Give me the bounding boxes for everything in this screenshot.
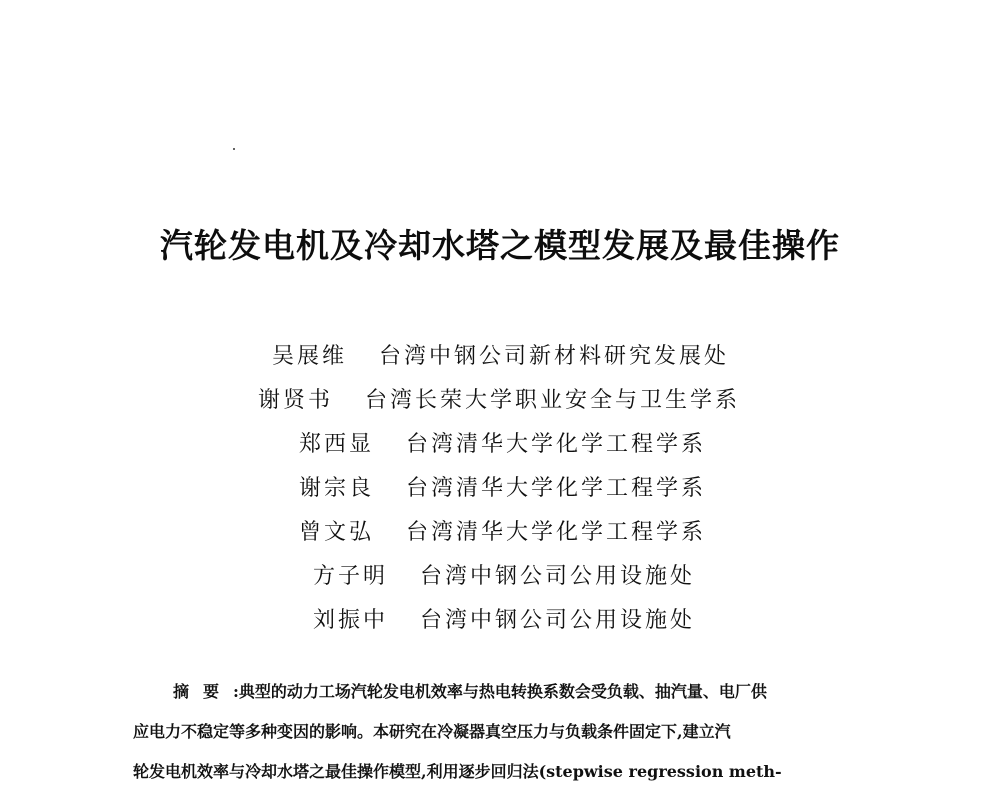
author-affiliation: 台湾清华大学化学工程学系: [406, 475, 707, 501]
author-row: [0, 508, 1000, 552]
author-affiliation: 台湾中钢公司公用设施处: [420, 563, 696, 589]
author-name: 谢宗良: [299, 475, 375, 501]
abstract-line: [133, 672, 893, 712]
author-name: 谢贤书: [258, 387, 334, 413]
paper-title: 汽轮发电机及冷却水塔之模型发展及最佳操作: [160, 226, 840, 265]
author-name: 刘振中: [313, 607, 389, 633]
author-row: [0, 376, 1000, 420]
author-row: [0, 596, 1000, 640]
author-name: 郑西显: [299, 431, 375, 457]
author-list: [0, 332, 1000, 640]
author-affiliation: 台湾清华大学化学工程学系: [406, 519, 707, 545]
author-affiliation: 台湾中钢公司公用设施处: [420, 607, 696, 633]
author-row: [0, 552, 1000, 596]
author-row: [0, 420, 1000, 464]
author-name: 吴展维: [272, 343, 348, 369]
abstract: [133, 672, 893, 792]
scan-speck: [233, 148, 235, 150]
author-row: [0, 464, 1000, 508]
abstract-line: 轮发电机效率与冷却水塔之最佳操作模型,利用逐步回归法(stepwise regression meth-: [133, 762, 782, 781]
author-affiliation: 台湾长荣大学职业安全与卫生学系: [365, 387, 741, 413]
author-name: 曾文弘: [299, 519, 375, 545]
author-name: 方子明: [313, 563, 389, 589]
author-affiliation: 台湾中钢公司新材料研究发展处: [379, 343, 730, 369]
abstract-text: :典型的动力工场汽轮发电机效率与热电转换系数会受负载、抽汽量、电厂供: [233, 682, 767, 701]
author-row: [0, 332, 1000, 376]
abstract-label: 摘要: [173, 682, 234, 701]
abstract-line: 应电力不稳定等多种变因的影响。本研究在冷凝器真空压力与负载条件固定下,建立汽: [133, 722, 731, 741]
author-affiliation: 台湾清华大学化学工程学系: [406, 431, 707, 457]
